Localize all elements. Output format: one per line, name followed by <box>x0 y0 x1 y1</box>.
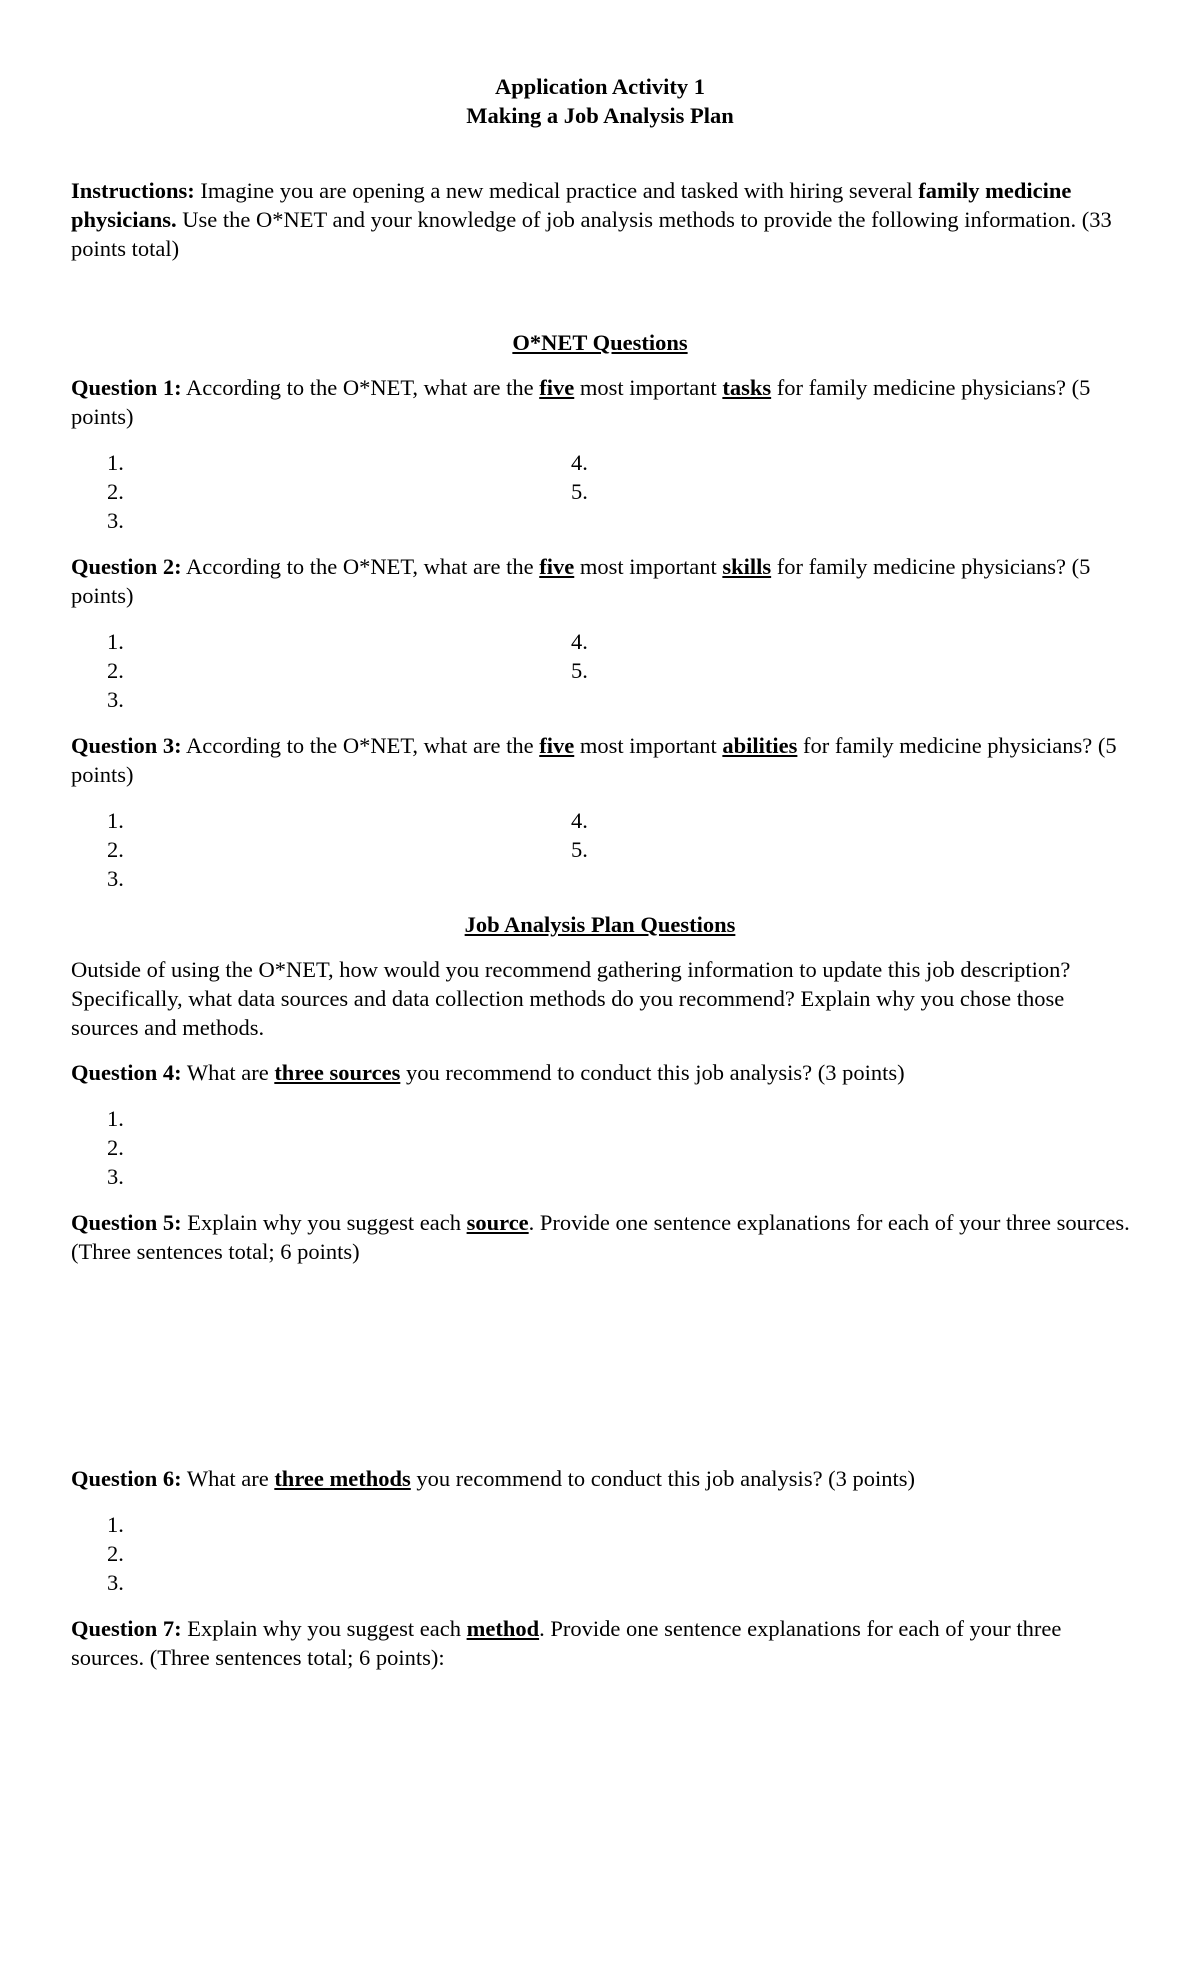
question-3-text-a: According to the O*NET, what are the <box>186 733 534 758</box>
question-5-text-b: . Provide one sentence explanations for each of your three sources. (Three sentences total; 6 points) <box>71 1210 1130 1264</box>
question-6-text-a: What are <box>186 1466 269 1491</box>
question-3-text-c: for family medicine physicians? (5 points) <box>71 733 1117 787</box>
question-3-label: Question 3: <box>71 733 182 758</box>
q1-item-5: 5. <box>571 479 588 504</box>
question-7-text-a: Explain why you suggest each <box>187 1616 461 1641</box>
question-4-label: Question 4: <box>71 1060 182 1085</box>
q1-item-3: 3. <box>107 508 124 533</box>
q3-item-2: 2. <box>107 837 124 862</box>
question-1-text-c: for family medicine physicians? (5 points) <box>71 375 1091 429</box>
q6-item-2: 2. <box>107 1541 124 1566</box>
question-1 <box>71 373 1131 431</box>
question-2 <box>71 552 1131 610</box>
q2-item-2: 2. <box>107 658 124 683</box>
instructions-bold-term: family medicine physicians. <box>71 178 1072 232</box>
question-1-key-tasks: tasks <box>722 375 772 400</box>
q2-item-4: 4. <box>571 629 588 654</box>
q2-item-1: 1. <box>107 629 124 654</box>
question-3 <box>71 731 1131 789</box>
plan-section-heading: Job Analysis Plan Questions <box>464 912 736 937</box>
instructions-text-b: Use the O*NET and your knowledge of job analysis methods to provide the following information. (33 points total) <box>71 207 1112 261</box>
q6-item-3: 3. <box>107 1570 124 1595</box>
question-2-text-c: for family medicine physicians? (5 points) <box>71 554 1091 608</box>
question-7 <box>71 1614 1131 1672</box>
q1-item-1: 1. <box>107 450 124 475</box>
q4-item-2: 2. <box>107 1135 124 1160</box>
question-4-text-a: What are <box>186 1060 269 1085</box>
question-1-text-b: most important <box>579 375 717 400</box>
question-5 <box>71 1208 1131 1266</box>
instructions-label: Instructions: <box>71 178 195 203</box>
question-4-key-three-sources: three sources <box>274 1060 401 1085</box>
question-6-text-b: you recommend to conduct this job analysis? (3 points) <box>416 1466 916 1491</box>
q6-item-1: 1. <box>107 1512 124 1537</box>
q1-item-4: 4. <box>571 450 588 475</box>
question-6 <box>71 1464 1131 1493</box>
question-4-text-b: you recommend to conduct this job analysis? (3 points) <box>405 1060 905 1085</box>
q1-item-2: 2. <box>107 479 124 504</box>
document-title: Application Activity 1 <box>494 74 705 99</box>
question-6-label: Question 6: <box>71 1466 182 1491</box>
onet-section-heading: O*NET Questions <box>512 330 688 355</box>
q2-item-3: 3. <box>107 687 124 712</box>
q3-item-1: 1. <box>107 808 124 833</box>
plan-intro-paragraph: Outside of using the O*NET, how would you recommend gathering information to update this job description? Specifically, what data sources and data collection methods do you recommend? Explain why you chose those sources and methods. <box>71 957 1071 1040</box>
question-6-key-three-methods: three methods <box>274 1466 411 1491</box>
question-2-key-skills: skills <box>722 554 772 579</box>
question-2-text-a: According to the O*NET, what are the <box>186 554 534 579</box>
question-4 <box>71 1058 1131 1087</box>
question-7-text-b: . Provide one sentence explanations for each of your three sources. (Three sentences total; 6 points): <box>71 1616 1062 1670</box>
question-1-label: Question 1: <box>71 375 182 400</box>
question-5-text-a: Explain why you suggest each <box>187 1210 461 1235</box>
q2-item-5: 5. <box>571 658 588 683</box>
q4-item-1: 1. <box>107 1106 124 1131</box>
instructions-text-a: Imagine you are opening a new medical practice and tasked with hiring several <box>200 178 913 203</box>
q3-item-4: 4. <box>571 808 588 833</box>
q4-item-3: 3. <box>107 1164 124 1189</box>
question-2-text-b: most important <box>579 554 717 579</box>
document-subtitle: Making a Job Analysis Plan <box>466 103 734 128</box>
question-1-key-five: five <box>539 375 575 400</box>
question-2-key-five: five <box>539 554 575 579</box>
question-2-label: Question 2: <box>71 554 182 579</box>
question-7-key-method: method <box>466 1616 540 1641</box>
q3-item-3: 3. <box>107 866 124 891</box>
question-3-text-b: most important <box>579 733 717 758</box>
instructions-paragraph <box>71 176 1131 263</box>
q3-item-5: 5. <box>571 837 588 862</box>
question-7-label: Question 7: <box>71 1616 182 1641</box>
question-3-key-abilities: abilities <box>722 733 798 758</box>
question-1-text-a: According to the O*NET, what are the <box>186 375 534 400</box>
question-3-key-five: five <box>539 733 575 758</box>
question-5-label: Question 5: <box>71 1210 182 1235</box>
question-5-key-source: source <box>466 1210 529 1235</box>
